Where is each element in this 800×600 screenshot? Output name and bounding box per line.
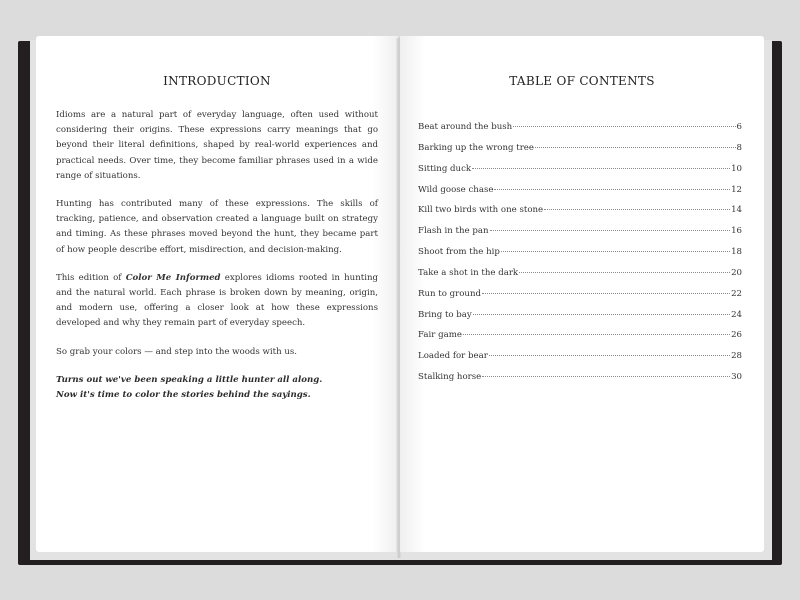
toc-entry-title: Run to ground [418, 288, 481, 299]
toc-entry [418, 310, 742, 331]
toc-entry-page-number: 24 [731, 309, 742, 320]
toc-dot-leader [482, 376, 730, 377]
toc-entry [418, 185, 742, 206]
closing-lines [56, 373, 378, 403]
toc-entry-title: Loaded for bear [418, 351, 488, 362]
toc-entry-page-number: 20 [731, 267, 742, 278]
toc-dot-leader [463, 334, 730, 335]
toc-dot-leader [472, 168, 730, 169]
toc-entry [418, 226, 742, 247]
toc-entry-page-number: 16 [731, 226, 742, 237]
toc-dot-leader [494, 189, 730, 190]
toc-entry-page-number: 8 [736, 142, 742, 153]
toc-heading: TABLE OF CONTENTS [509, 74, 655, 88]
toc-entry-title: Bring to bay [418, 309, 472, 320]
toc-list [418, 122, 742, 393]
book-title: Color Me Informed [125, 272, 221, 283]
toc-dot-leader [489, 355, 730, 356]
table-of-contents-page [400, 36, 764, 552]
toc-entry [418, 247, 742, 268]
toc-entry-page-number: 10 [731, 163, 742, 174]
introduction-page [36, 36, 398, 552]
toc-entry-title: Sitting duck [418, 163, 472, 174]
toc-entry [418, 268, 742, 289]
toc-entry [418, 164, 742, 185]
toc-entry [418, 289, 742, 310]
toc-entry [418, 205, 742, 226]
toc-dot-leader [501, 251, 730, 252]
intro-paragraph-1: Idioms are a natural part of everyday language, often used without considering their origins. These expressions carry meanings that go beyond their literal definitions, shaped by real-world experiences and practical needs. Over time, they become familiar phrases used in a wide range of situations. [56, 110, 378, 181]
toc-entry-page-number: 28 [731, 351, 742, 362]
toc-entry-title: Kill two birds with one stone [418, 205, 544, 216]
toc-entry-page-number: 30 [731, 372, 742, 383]
toc-dot-leader [473, 314, 730, 315]
toc-dot-leader [513, 126, 735, 127]
toc-entry-title: Barking up the wrong tree [418, 142, 534, 153]
toc-entry-page-number: 6 [736, 122, 742, 132]
toc-entry-page-number: 14 [731, 205, 742, 216]
intro-paragraph-3-before: This edition of [56, 272, 126, 283]
toc-dot-leader [490, 230, 731, 231]
introduction-heading: INTRODUCTION [163, 74, 271, 88]
toc-entry [418, 330, 742, 351]
toc-entry [418, 122, 742, 143]
toc-entry [418, 372, 742, 393]
intro-paragraph-3 [56, 271, 378, 332]
toc-dot-leader [535, 147, 736, 148]
toc-dot-leader [482, 293, 730, 294]
toc-entry-page-number: 22 [731, 288, 742, 299]
toc-entry-title: Stalking horse [418, 372, 482, 383]
toc-entry-page-number: 12 [731, 184, 742, 195]
toc-dot-leader [519, 272, 730, 273]
toc-entry-title: Fair game [418, 330, 462, 341]
toc-entry-title: Shoot from the hip [418, 247, 500, 258]
toc-entry-title: Beat around the bush [418, 122, 513, 132]
closing-line-2: Now it's time to color the stories behind the sayings. [56, 390, 311, 401]
toc-entry [418, 351, 742, 372]
toc-entry-title: Wild goose chase [418, 184, 494, 195]
toc-entry [418, 143, 742, 164]
intro-paragraph-4: So grab your colors — and step into the woods with us. [56, 346, 298, 357]
intro-paragraph-3-after: explores idioms rooted in hunting and the natural world. Each phrase is broken down by meaning, origin, and modern use, offering a closer look at how these expressions developed and why they remain part of everyday speech. [56, 272, 378, 329]
toc-entry-page-number: 26 [731, 330, 742, 341]
toc-dot-leader [544, 209, 730, 210]
toc-entry-page-number: 18 [731, 247, 742, 258]
intro-paragraph-2: Hunting has contributed many of these expressions. The skills of tracking, patience, and observation created a language built on strategy and timing. As these phrases moved beyond the hunt, they became part of how people describe effort, misdirection, and decision-making. [56, 199, 378, 255]
toc-entry-title: Take a shot in the dark [418, 267, 519, 278]
closing-line-1: Turns out we've been speaking a little hunter all along. [56, 374, 323, 385]
toc-entry-title: Flash in the pan [418, 226, 489, 237]
introduction-body [56, 108, 378, 416]
